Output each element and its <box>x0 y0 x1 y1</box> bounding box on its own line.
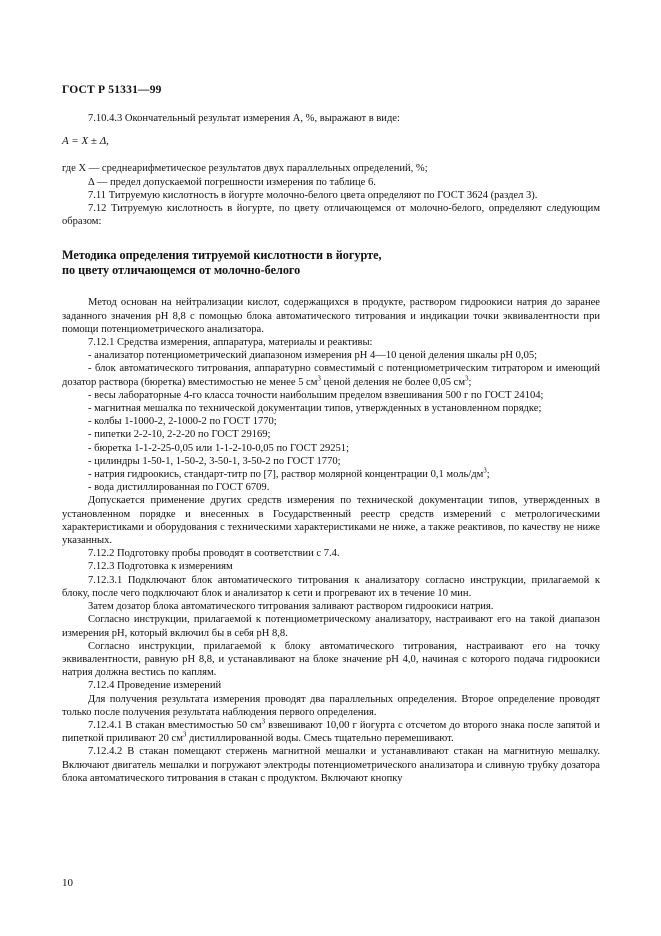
list-item-flasks: - колбы 1-1000-2, 2-1000-2 по ГОСТ 1770; <box>88 416 277 428</box>
formula-legend-delta: Δ — предел допускаемой погрешности измерения по таблице 6. <box>88 176 376 188</box>
equivalence-point: Согласно инструкции, прилагаемой к блоку автоматического титрования, настраивают его на точку эквивалентности, равную pH 8,8, и устанавливают на блоке значение pH 4,0, начиная с которого подача гидроокиси натрия должна вестись по каплям. <box>62 640 600 679</box>
paragraph-7-11: 7.11 Титруемую кислотность в йогурте молочно-белого цвета определяют по ГОСТ 3624 (раздел 3). <box>88 189 538 201</box>
list-item-burette: - бюретка 1-1-2-25-0,05 или 1-1-2-10-0,05 по ГОСТ 29251; <box>88 442 349 454</box>
list-item-water: - вода дистиллированная по ГОСТ 6709. <box>88 482 270 494</box>
method-title-line-1: Методика определения титруемой кислотности в йогурте, <box>62 248 382 263</box>
list-item-titration-unit: - блок автоматического титрования, аппаратурно совместимый с потенциометрическим титратором и имеющий дозатор раствора (бюретка) вместимостью не менее 5 $см^3$ ценой деления не более 0,05 $см^3$; <box>62 363 600 388</box>
result-formula: A = X ± Δ, <box>62 135 109 148</box>
page-number: 10 <box>62 877 73 889</box>
other-means: Допускается применение других средств измерения по технической документации типов, утвержденных в установленном порядке и внесенных в Государственный реестр средств измерений с метрологическими характеристиками и оборудования с техническими характеристиками не ниже, а также реактивов, по качеству не ниже указанных. <box>62 495 600 547</box>
analyzer-range: Согласно инструкции, прилагаемой к потенциометрическому анализатору, настраивают его на такой диапазон измерения pH, который включил бы в себя pH 8,8. <box>62 614 600 639</box>
method-title <box>62 248 600 278</box>
list-item-cylinders: - цилиндры 1-50-1, 1-50-2, 3-50-1, 3-50-2 по ГОСТ 1770; <box>88 455 341 467</box>
list-item-pipettes: - пипетки 2-2-10, 2-2-20 по ГОСТ 29169; <box>88 429 271 441</box>
paragraph-7-12-3: 7.12.3 Подготовка к измерениям <box>88 561 233 573</box>
list-item-stirrer: - магнитная мешалка по технической документации типов, утвержденных в установленном порядке; <box>88 403 542 415</box>
document-header: ГОСТ Р 51331—99 <box>62 84 162 96</box>
method-title-line-2: по цвету отличающемся от молочно-белого <box>62 263 301 278</box>
list-item-analyzer: - анализатор потенциометрический диапазоном измерения pH 4—10 ценой деления шкалы pH 0,05; <box>88 350 538 362</box>
paragraph-7-12-2: 7.12.2 Подготовку пробы проводят в соответствии с 7.4. <box>88 548 340 560</box>
formula-legend-x: где X — среднеарифметическое результатов двух параллельных определений, %; <box>62 163 428 175</box>
list-item-scales: - весы лабораторные 4-го класса точности наибольшим пределом взвешивания 500 г по ГОСТ 24104; <box>88 389 544 401</box>
paragraph-7-12-3-1: 7.12.3.1 Подключают блок автоматического титрования к анализатору согласно инструкции, прилагаемой к блоку, после чего подключают блок и анализатор к сети и прогревают их в течение 10 мин. <box>62 574 600 599</box>
paragraph-7-10-4-3: 7.10.4.3 Окончательный результат измерения A, %, выражают в виде: <box>88 113 400 124</box>
list-item-naoh: - натрия гидроокись, стандарт-титр по [7], раствор молярной концентрации 0,1 моль/$дм^3$; <box>88 466 490 481</box>
paragraph-7-12-4: 7.12.4 Проведение измерений <box>88 680 222 692</box>
document-body <box>62 112 600 785</box>
two-parallel: Для получения результата измерения проводят два параллельных определения. Второе определение проводят только после получения результата наблюдения первого определения. <box>62 693 600 718</box>
paragraph-7-12-1: 7.12.1 Средства измерения, аппаратура, материалы и реактивы: <box>88 337 373 349</box>
method-basis: Метод основан на нейтрализации кислот, содержащихся в продукте, раствором гидроокиси натрия до заранее заданного значения pH 8,8 с помощью блока автоматического титрования и индикации точки эквивалентности при помощи потенциометрического анализатора. <box>62 297 600 335</box>
paragraph-7-12: 7.12 Титруемую кислотность в йогурте, по цвету отличающемся от молочно-белого, определяют следующим образом: <box>62 203 600 228</box>
dispenser-fill: Затем дозатор блока автоматического титрования заливают раствором гидроокиси натрия. <box>88 601 494 613</box>
paragraph-7-12-4-2: 7.12.4.2 В стакан помещают стержень магнитной мешалки и устанавливают стакан на магнитную мешалку. Включают двигатель мешалки и погружают электроды потенциометрического анализатора и сливную трубку дозатора блока автоматического титрования в стакан с продуктом. Включают кнопку <box>62 746 600 784</box>
paragraph-7-12-4-1: 7.12.4.1 В стакан вместимостью 50 $см^3$ взвешивают 10,00 г йогурта с отсчетом до второго знака после запятой и пипеткой приливают 20 $см^3$ дистиллированной воды. Смесь тщательно перемешивают. <box>62 717 600 745</box>
